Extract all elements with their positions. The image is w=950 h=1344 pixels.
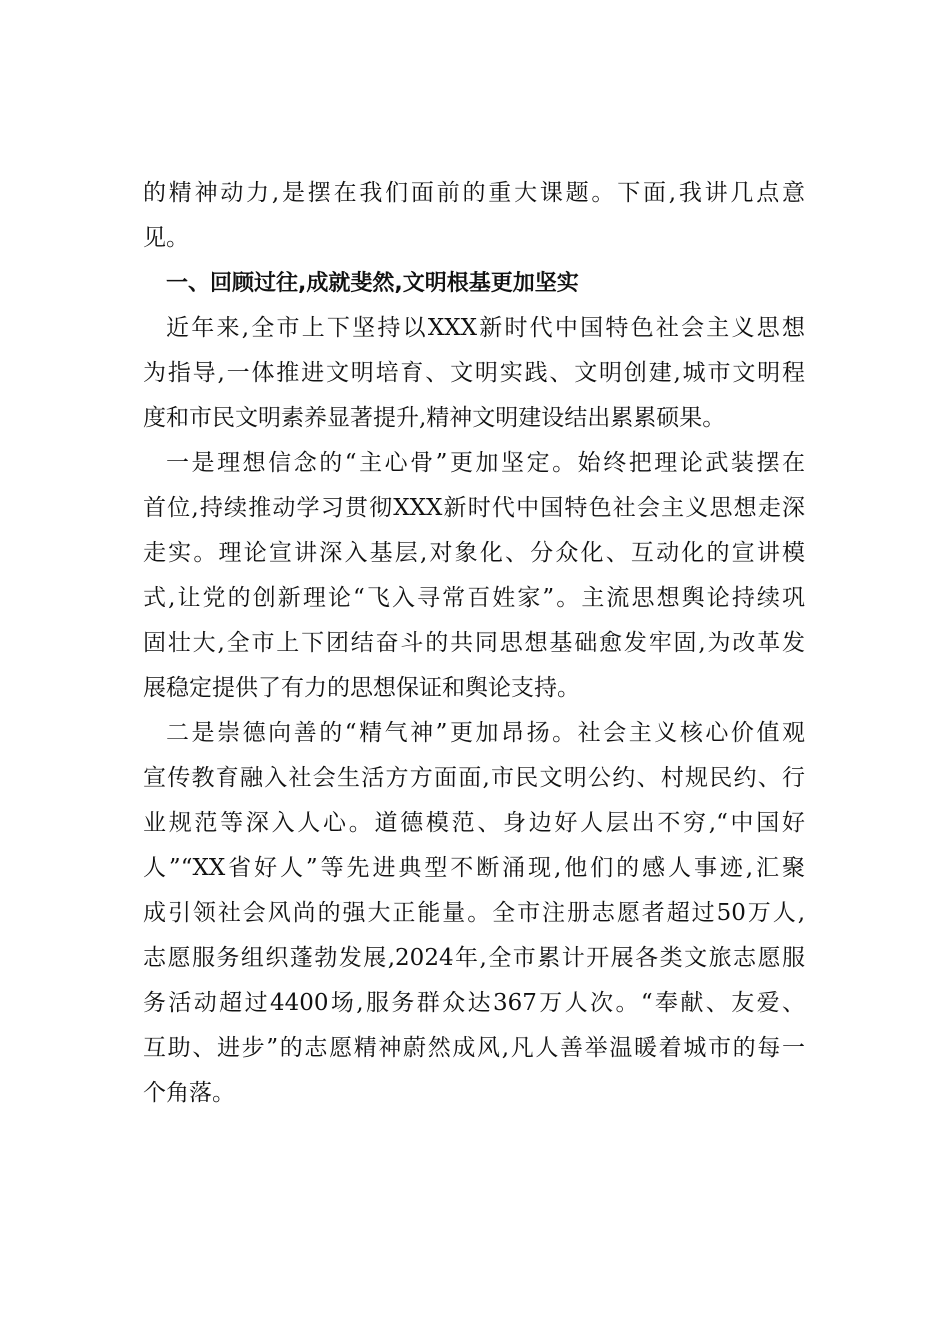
text-line: 互助、进步”的志愿精神蔚然成风,凡人善举温暖着城市的每一 — [143, 1035, 805, 1061]
text-line: 走实。理论宣讲深入基层,对象化、分众化、互动化的宣讲模 — [143, 540, 805, 566]
text-line: 业规范等深入人心。道德模范、身边好人层出不穷,“中国好 — [143, 810, 805, 836]
text-line: 一是理想信念的“主心骨”更加坚定。始终把理论武装摆在 — [166, 450, 805, 476]
text-line: 二是崇德向善的“精气神”更加昂扬。社会主义核心价值观 — [166, 720, 805, 746]
text-line: 近年来,全市上下坚持以XXX新时代中国特色社会主义思想 — [166, 315, 805, 341]
paragraph-intro — [143, 171, 805, 261]
text-line: 个角落。 — [143, 1080, 235, 1106]
text-line: 为指导,一体推进文明培育、文明实践、文明创建,城市文明程 — [143, 360, 805, 386]
text-line: 固壮大,全市上下团结奋斗的共同思想基础愈发牢固,为改革发 — [143, 630, 805, 656]
text-line: 人”“XX省好人”等先进典型不断涌现,他们的感人事迹,汇聚 — [143, 855, 805, 881]
document-page — [143, 171, 805, 1116]
text-line: 见。 — [143, 225, 189, 251]
text-line: 宣传教育融入社会生活方方面面,市民文明公约、村规民约、行 — [143, 765, 805, 791]
text-line: 式,让党的创新理论“飞入寻常百姓家”。主流思想舆论持续巩 — [143, 585, 805, 611]
paragraph-overview — [143, 306, 805, 441]
text-line: 志愿服务组织蓬勃发展,2024年,全市累计开展各类文旅志愿服 — [143, 945, 805, 971]
text-line: 的精神动力,是摆在我们面前的重大课题。下面,我讲几点意 — [143, 180, 805, 206]
section-heading: 一、回顾过往,成就斐然,文明根基更加坚实 — [166, 271, 579, 296]
text-line: 成引领社会风尚的强大正能量。全市注册志愿者超过50万人, — [143, 900, 805, 926]
paragraph-morality — [143, 711, 805, 1116]
text-line: 展稳定提供了有力的思想保证和舆论支持。 — [143, 675, 580, 701]
paragraph-ideals — [143, 441, 805, 711]
text-line: 务活动超过4400场,服务群众达367万人次。“奉献、友爱、 — [143, 990, 805, 1016]
text-line: 度和市民文明素养显著提升,精神文明建设结出累累硕果。 — [143, 405, 726, 431]
text-line: 首位,持续推动学习贯彻XXX新时代中国特色社会主义思想走深 — [143, 495, 805, 521]
